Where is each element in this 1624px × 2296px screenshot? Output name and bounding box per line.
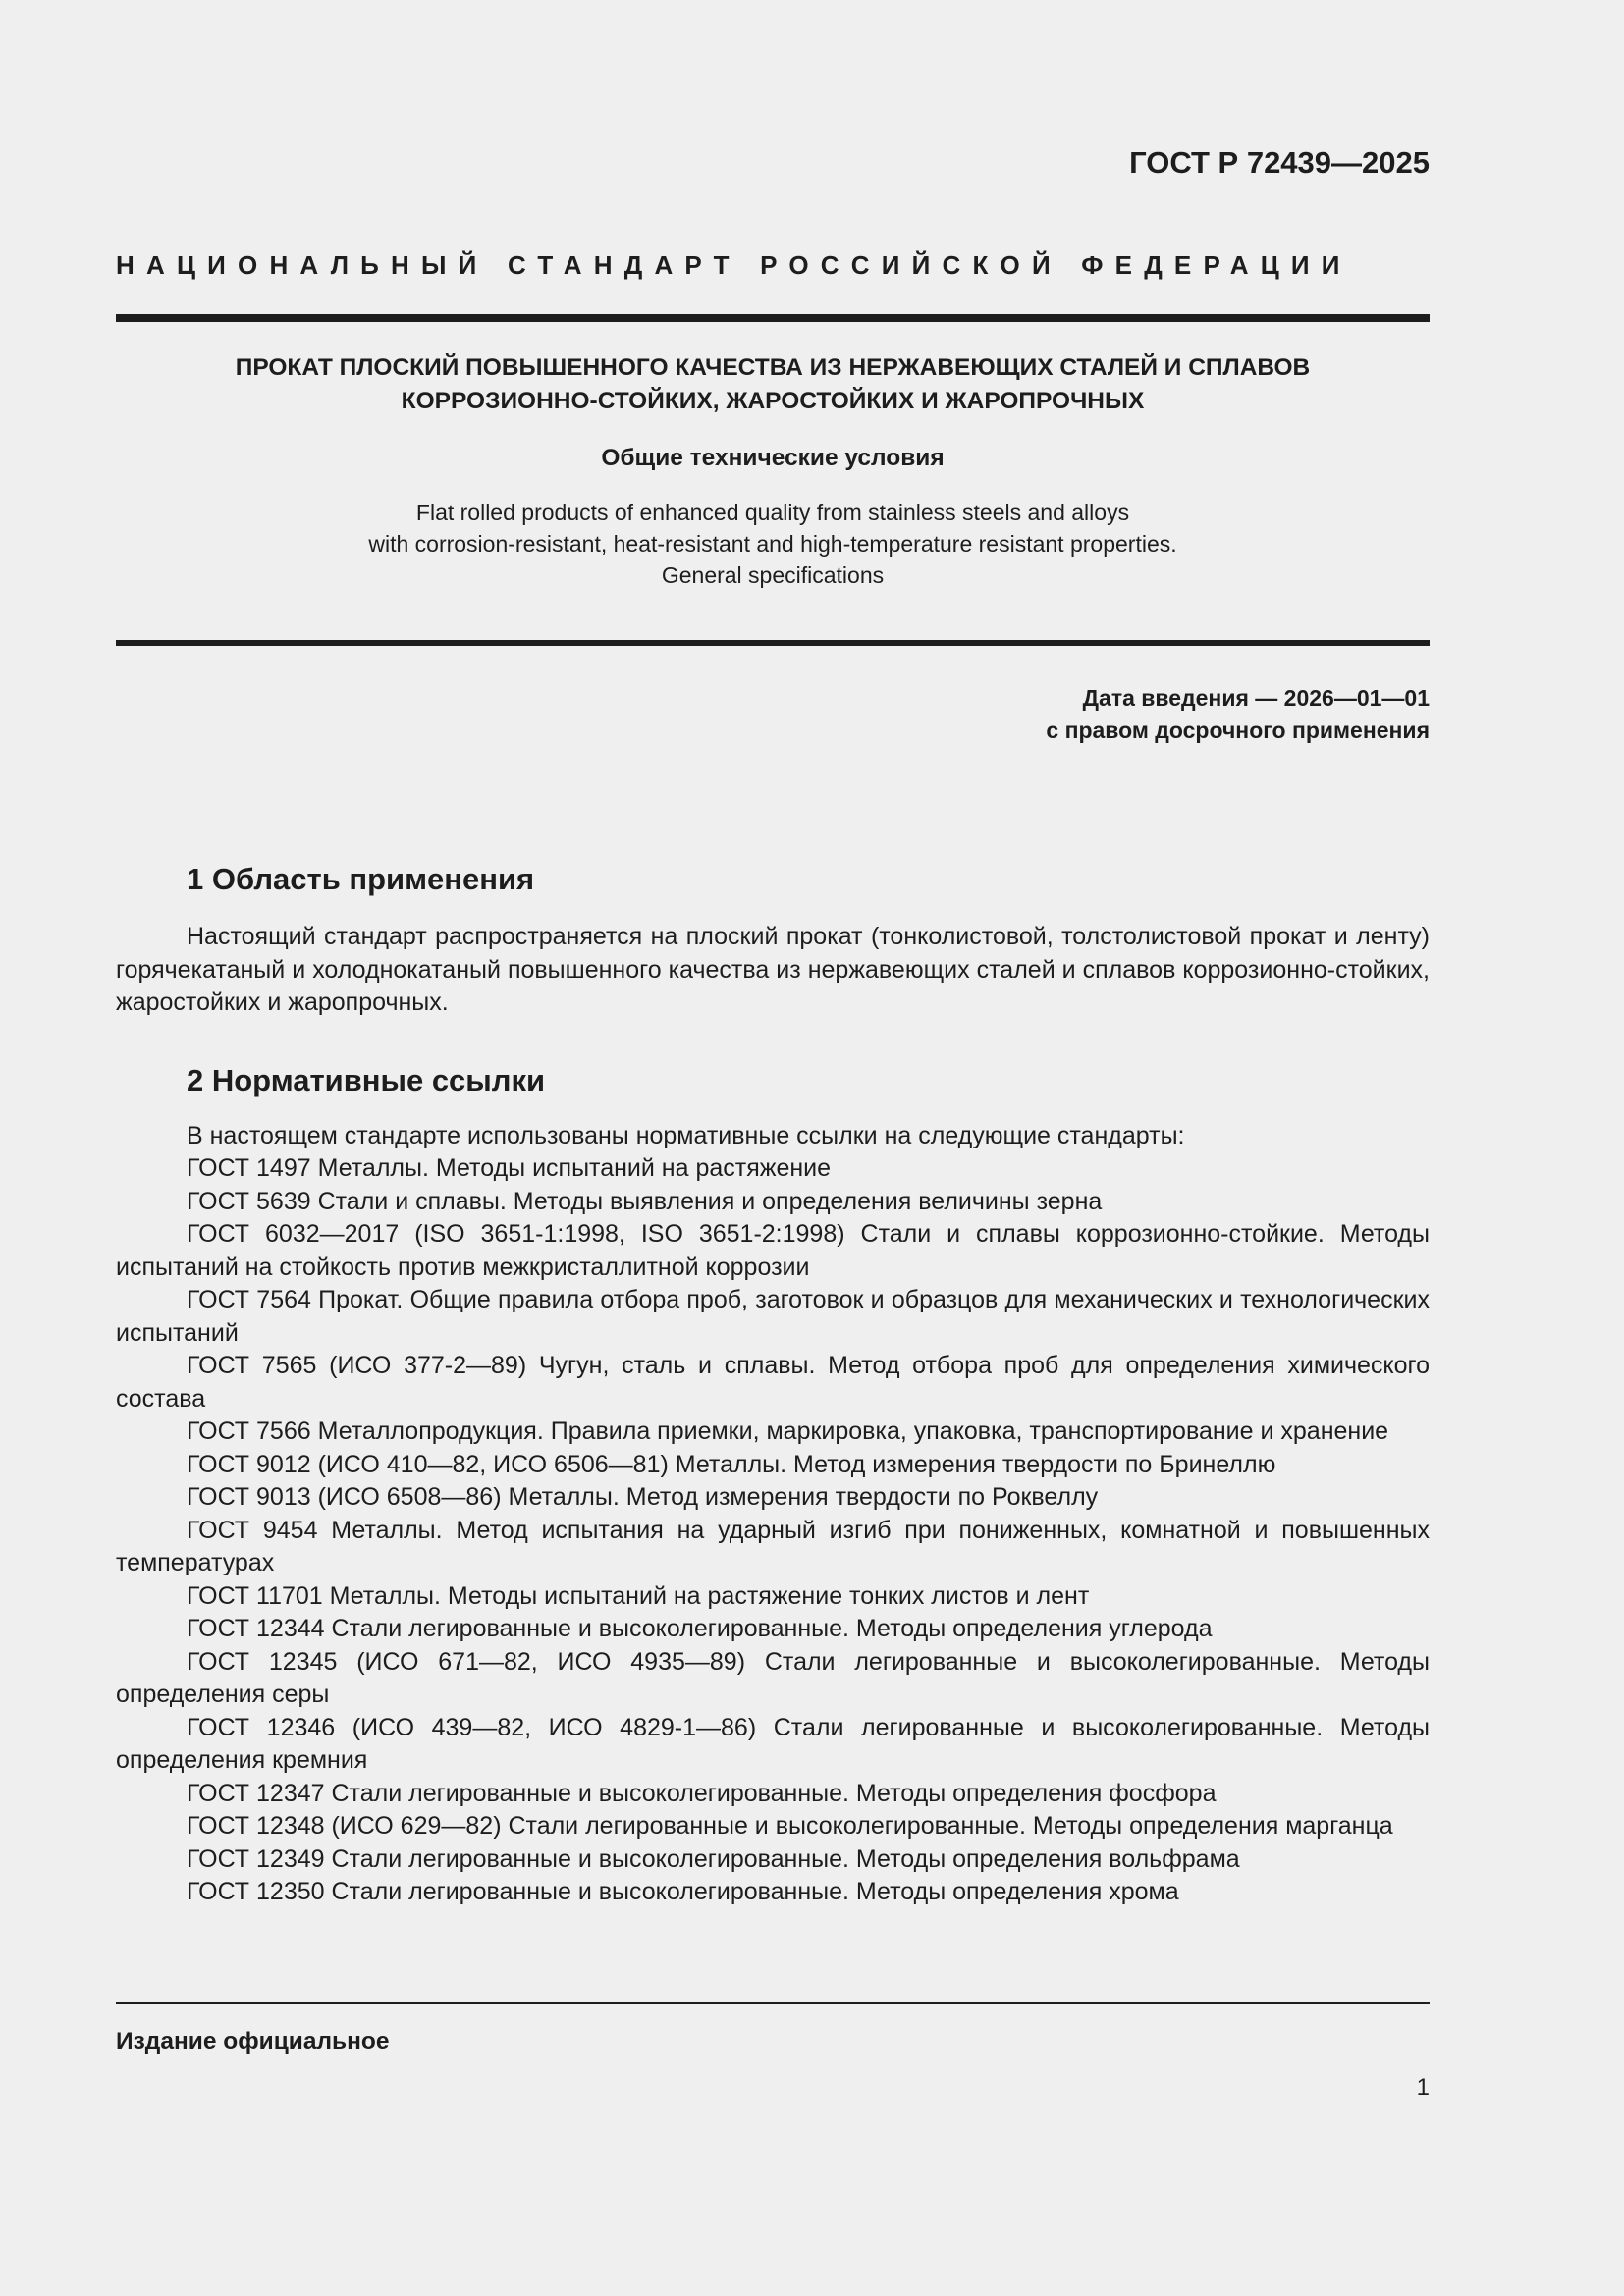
subtitle: Общие технические условия [601, 445, 945, 471]
reference-item: ГОСТ 7564 Прокат. Общие правила отбора проб, заготовок и образцов для механических и технологических испытаний [116, 1286, 1430, 1347]
reference-item: ГОСТ 12345 (ИСО 671—82, ИСО 4935—89) Стали легированные и высоколегированные. Методы определения серы [116, 1647, 1430, 1708]
references-intro: В настоящем стандарте использованы нормативные ссылки на следующие стандарты: [187, 1121, 1185, 1149]
english-title-line-3: General specifications [661, 562, 885, 588]
introduction-date-line-1: Дата введения — 2026—01—01 [1082, 685, 1430, 711]
reference-item: ГОСТ 12347 Стали легированные и высоколегированные. Методы определения фосфора [187, 1779, 1217, 1807]
title-line-2: КОРРОЗИОННО-СТОЙКИХ, ЖАРОСТОЙКИХ И ЖАРОПРОЧНЫХ [401, 388, 1145, 414]
title-line-1: ПРОКАТ ПЛОСКИЙ ПОВЫШЕННОГО КАЧЕСТВА ИЗ НЕРЖАВЕЮЩИХ СТАЛЕЙ И СПЛАВОВ [235, 354, 1311, 381]
bottom-divider [116, 2002, 1430, 2004]
introduction-date-line-2: с правом досрочного применения [1046, 718, 1430, 743]
title-block [116, 351, 1430, 591]
section-heading-references: 2 Нормативные ссылки [187, 1062, 546, 1097]
middle-divider [116, 640, 1430, 646]
reference-item: ГОСТ 12344 Стали легированные и высоколегированные. Методы определения углерода [187, 1615, 1213, 1642]
reference-item: ГОСТ 12350 Стали легированные и высоколегированные. Методы определения хрома [187, 1878, 1179, 1905]
section-heading-scope: 1 Область применения [187, 862, 535, 896]
reference-item: ГОСТ 11701 Металлы. Методы испытаний на растяжение тонких листов и лент [187, 1581, 1090, 1610]
reference-item: ГОСТ 5639 Стали и сплавы. Методы выявления и определения величины зерна [187, 1187, 1103, 1215]
reference-item: ГОСТ 12346 (ИСО 439—82, ИСО 4829-1—86) Стали легированные и высоколегированные. Методы определения кремния [116, 1713, 1430, 1774]
reference-item: ГОСТ 9013 (ИСО 6508—86) Металлы. Метод измерения твердости по Роквеллу [187, 1483, 1099, 1511]
references-list [116, 1152, 1430, 1909]
page-number: 1 [1416, 2074, 1430, 2101]
top-divider [116, 314, 1430, 322]
reference-item: ГОСТ 7566 Металлопродукция. Правила приемки, маркировка, упаковка, транспортирование и хранение [187, 1417, 1389, 1445]
reference-item: ГОСТ 12348 (ИСО 629—82) Стали легированные и высоколегированные. Методы определения марганца [187, 1812, 1393, 1840]
reference-item: ГОСТ 6032—2017 (ISO 3651-1:1998, ISO 3651-2:1998) Стали и сплавы коррозионно-стойкие. Методы испытаний на стойкость против межкристаллитной коррозии [116, 1220, 1430, 1281]
reference-item: ГОСТ 7565 (ИСО 377-2—89) Чугун, сталь и сплавы. Метод отбора проб для определения химического состава [116, 1352, 1430, 1413]
english-title [116, 497, 1430, 591]
reference-item: ГОСТ 1497 Металлы. Методы испытаний на растяжение [187, 1154, 832, 1182]
scope-paragraph: Настоящий стандарт распространяется на плоский прокат (тонколистовой, толстолистовой прокат и ленту) горячекатаный и холоднокатаный повышенного качества из нержавеющих сталей и сплавов коррозионно-стойких, жаростойких и жаропрочных. [116, 923, 1430, 1016]
introduction-date [1046, 682, 1430, 747]
reference-item: ГОСТ 12349 Стали легированные и высоколегированные. Методы определения вольфрама [187, 1844, 1240, 1873]
english-title-line-2: with corrosion-resistant, heat-resistant and high-temperature resistant properties. [368, 531, 1177, 557]
document-number: ГОСТ Р 72439—2025 [1129, 145, 1430, 180]
reference-item: ГОСТ 9012 (ИСО 410—82, ИСО 6506—81) Металлы. Метод измерения твердости по Бринеллю [187, 1450, 1276, 1478]
english-title-line-1: Flat rolled products of enhanced quality from stainless steels and alloys [415, 500, 1130, 525]
reference-item: ГОСТ 9454 Металлы. Метод испытания на ударный изгиб при пониженных, комнатной и повышенных температурах [116, 1516, 1430, 1576]
document-body [116, 856, 1430, 1909]
official-edition-label: Издание официальное [116, 2028, 390, 2055]
national-standard-line: НАЦИОНАЛЬНЫЙ СТАНДАРТ РОССИЙСКОЙ ФЕДЕРАЦИИ [116, 250, 1352, 280]
